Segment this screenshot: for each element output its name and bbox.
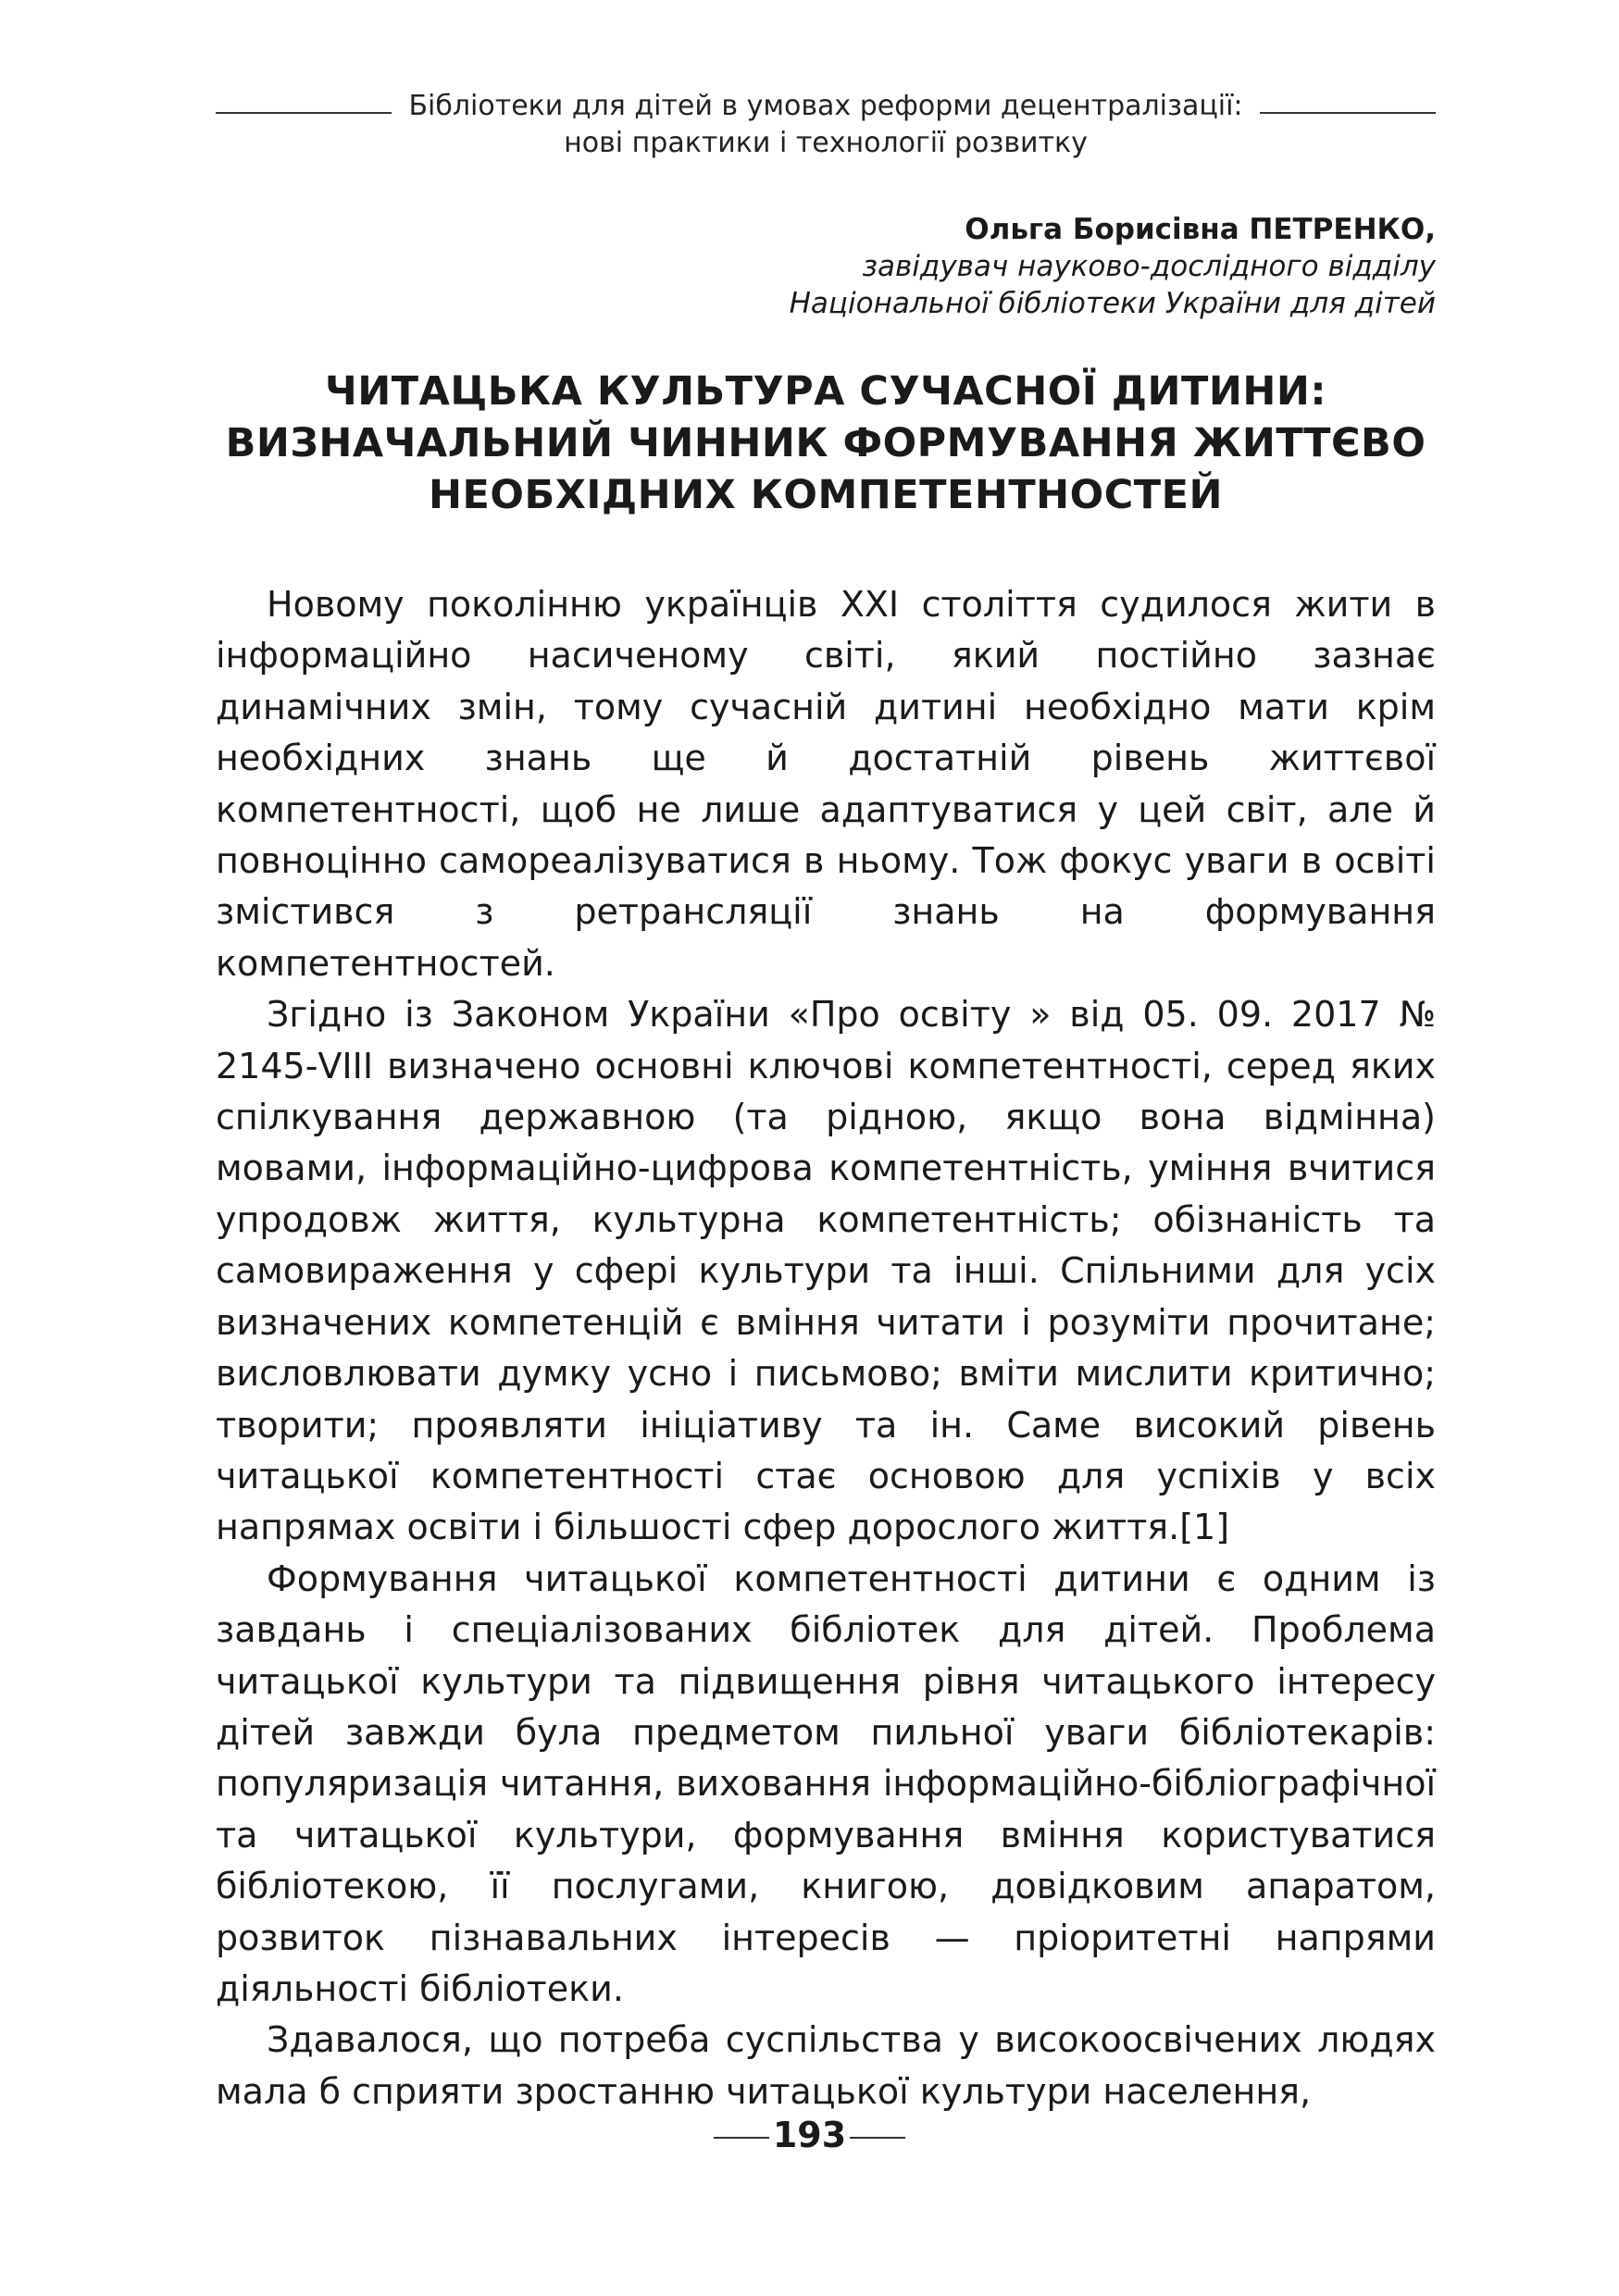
author-name: Ольга Борисівна ПЕТРЕНКО, <box>965 213 1436 246</box>
header-rule-right <box>1260 112 1436 114</box>
page-number-rule-left <box>714 2137 769 2139</box>
page-number: 193 <box>772 2115 847 2155</box>
article-body <box>216 579 1436 2117</box>
body-paragraph-2: Згідно із Законом України «Про освіту » від 05. 09. 2017 № 2145-VIII визначено основні ключові компетентності, серед яких спілкування державною (та рідною, якщо вона відмінна) мовами, інформаційно-цифрова компетентність, уміння вчитися упродовж життя, культурна компетентність; обізнаність та самовираження у сфері культури та інші. Спільними для усіх визначених компетенцій є вміння читати і розуміти прочитане; висловлювати думку усно і письмово; вміти мислити критично; творити; проявляти ініціативу та ін. Саме високий рівень читацької компетентності стає основою для успіхів у всіх напрямах освіти і більшості сфер дорослого життя.[1] <box>216 994 1436 1548</box>
body-paragraph-1: Новому поколінню українців XXI століття судилося жити в інформаційно насиченому світі, який постійно зазнає динамічних змін, тому сучасній дитині необхідно мати крім необхідних знань ще й достатній рівень життєвої компетентності, щоб не лише адаптуватися у цей світ, але й повноцінно самореалізуватися в ньому. Тож фокус уваги в освіті змістився з ретрансляції знань на формування компетентностей. <box>216 584 1436 984</box>
title-line3: НЕОБХІДНИХ КОМПЕТЕНТНОСТЕЙ <box>429 472 1223 518</box>
body-paragraph-4: Здавалося, що потреба суспільства у високоосвічених людях мала б сприяти зростанню читацької культури населення, <box>216 2019 1436 2112</box>
author-role-line2: Національної бібліотеки України для дітей <box>789 287 1436 320</box>
title-line1: ЧИТАЦЬКА КУЛЬТУРА СУЧАСНОЇ ДИТИНИ: <box>324 368 1327 415</box>
author-block <box>790 211 1436 322</box>
page-number-rule-right <box>850 2137 905 2139</box>
article-title <box>216 366 1436 521</box>
page-number-block <box>0 2115 1619 2155</box>
header-rule-left <box>216 112 392 114</box>
running-header-line1: Бібліотеки для дітей в умовах реформи децентралізації: <box>408 90 1243 122</box>
running-header <box>216 88 1436 162</box>
running-header-line2: нові практики і технології розвитку <box>564 127 1088 159</box>
author-role-line1: завідувач науково-дослідного відділу <box>862 250 1436 283</box>
title-line2: ВИЗНАЧАЛЬНИЙ ЧИННИК ФОРМУВАННЯ ЖИТТЄВО <box>225 420 1426 466</box>
body-paragraph-3: Формування читацької компетентності дитини є одним із завдань і спеціалізованих бібліотек для дітей. Проблема читацької культури та підвищення рівня читацького інтересу дітей завжди була предметом пильної уваги бібліотекарів: популяризація читання, виховання інформаційно-бібліографічної та читацької культури, формування вміння користуватися бібліотекою, її послугами, книгою, довідковим апаратом, розвиток пізнавальних інтересів — пріоритетні напрями діяльності бібліотеки. <box>216 1558 1436 2009</box>
running-header-line1-row <box>216 88 1436 125</box>
